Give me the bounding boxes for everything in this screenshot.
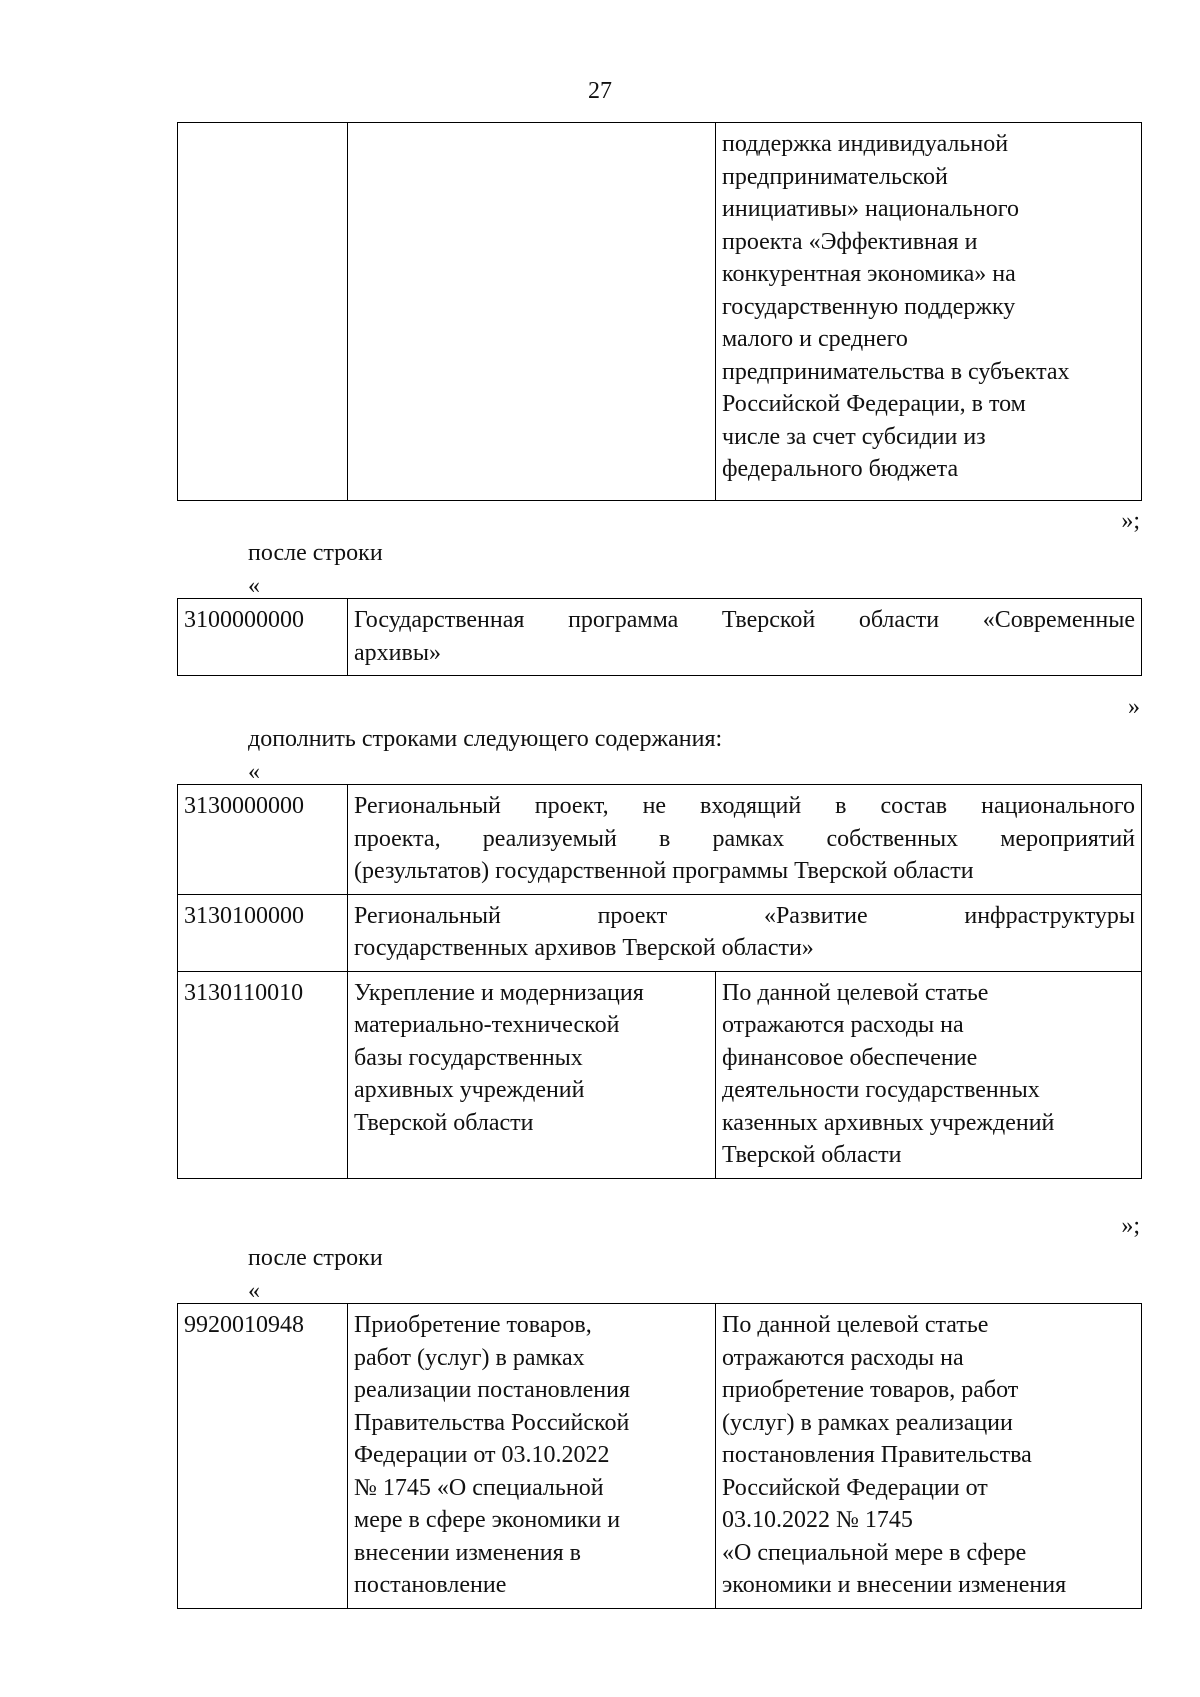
code-cell: 3130110010 <box>178 971 348 1178</box>
description-cell: По данной целевой статье отражаются расходы на приобретение товаров, работ (услуг) в рамках реализации постановления Правительства Российской Федерации от 03.10.2022 № 1745 «О специальной мере в сфере экономики и внесении изменения <box>716 1304 1142 1609</box>
description-cell: По данной целевой статье отражаются расходы на финансовое обеспечение деятельности государственных казенных архивных учреждений Тверской области <box>716 971 1142 1178</box>
name-cell: Укрепление и модернизация материально-технической базы государственных архивных учреждений Тверской области <box>348 971 716 1178</box>
table-row <box>178 123 1142 501</box>
code-cell: 3130100000 <box>178 894 348 971</box>
code-cell <box>178 123 348 501</box>
table-continuation <box>177 122 1142 501</box>
paragraph-after-row: после строки <box>248 1245 383 1271</box>
table-program <box>177 598 1142 676</box>
code-cell: 3100000000 <box>178 599 348 676</box>
table-row <box>178 785 1142 895</box>
opening-quote: « <box>248 573 260 599</box>
paragraph-after-row: после строки <box>248 540 383 566</box>
table-row <box>178 599 1142 676</box>
description-cell: поддержка индивидуальной предпринимательской инициативы» национального проекта «Эффективная и конкурентная экономика» на государственную поддержку малого и среднего предпринимательства в субъектах Российской Федерации, в том числе за счет субсидии из федерального бюджета <box>716 123 1142 501</box>
name-cell <box>348 123 716 501</box>
opening-quote: « <box>248 1278 260 1304</box>
table-purchase <box>177 1303 1142 1609</box>
name-cell: Региональный проект «Развитие инфраструктуры государственных архивов Тверской области» <box>348 894 1142 971</box>
name-cell: Государственная программа Тверской области «Современные архивы» <box>348 599 1142 676</box>
closing-quote: » <box>1128 694 1140 720</box>
table-row <box>178 1304 1142 1609</box>
closing-quote: »; <box>1121 508 1140 534</box>
table-row <box>178 894 1142 971</box>
paragraph-add-rows: дополнить строками следующего содержания: <box>248 726 723 752</box>
name-cell: Приобретение товаров, работ (услуг) в рамках реализации постановления Правительства Российской Федерации от 03.10.2022 № 1745 «О специальной мере в сфере экономики и внесении изменения в постановление <box>348 1304 716 1609</box>
table-new-rows <box>177 784 1142 1179</box>
code-cell: 9920010948 <box>178 1304 348 1609</box>
code-cell: 3130000000 <box>178 785 348 895</box>
page-number: 27 <box>588 78 612 104</box>
closing-quote: »; <box>1121 1213 1140 1239</box>
table-row <box>178 971 1142 1178</box>
name-cell: Региональный проект, не входящий в состав национального проекта, реализуемый в рамках собственных мероприятий (результатов) государственной программы Тверской области <box>348 785 1142 895</box>
opening-quote: « <box>248 759 260 785</box>
